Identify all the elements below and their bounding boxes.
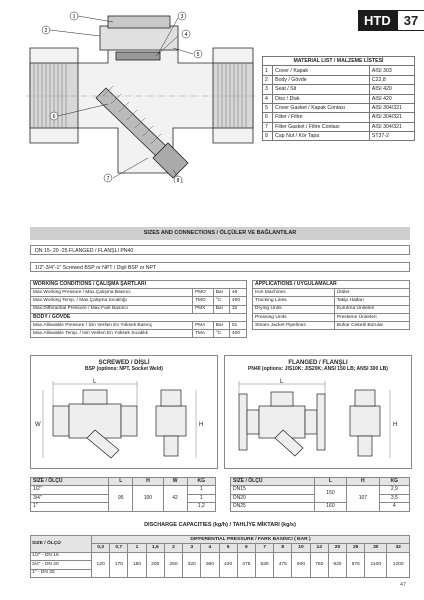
application-en: Iron Machines: [253, 289, 335, 297]
flanged-dimensions-table: [230, 477, 410, 512]
discharge-value: 360: [201, 552, 219, 577]
discharge-value: 750: [310, 552, 328, 577]
pressure-column-header: 30: [365, 544, 387, 552]
discharge-size: 3/4" - DN 20: [31, 561, 92, 569]
material-row: [263, 85, 415, 94]
material-grade: AISI 304/321: [369, 122, 414, 131]
pressure-column-header: 4: [201, 544, 219, 552]
working-conditions-header: WORKING CONDITIONS / ÇALIŞMA ŞARTLARI: [31, 281, 247, 289]
callout-7: 7: [106, 176, 110, 182]
pressure-column-header: 5: [219, 544, 237, 552]
flanged-drawing-panel: [224, 355, 412, 469]
application-tr: Takip Hatları: [334, 297, 409, 305]
flanged-title: FLANGED / FLANŞLI: [288, 360, 348, 366]
body-header: BODY / GÖVDE: [31, 313, 247, 321]
pressure-column-header: 8: [274, 544, 292, 552]
condition-label: Max.Differantial Pressure / Max.Fark Basıncı: [31, 305, 193, 313]
pressure-column-header: 0,7: [110, 544, 128, 552]
screwed-dim-h: H: [199, 422, 204, 428]
screwed-th-h: H: [133, 478, 163, 486]
application-tr: Kurutma Üniteleri: [334, 305, 409, 313]
sizes-section-title: SIZES AND CONNECTIONS / ÖLÇÜLER VE BAĞLANTILAR: [30, 227, 410, 240]
application-tr: Buhar Ceketli Borular: [334, 321, 409, 329]
screwed-size: 3/4": [31, 494, 109, 502]
flanged-kg: 2,9: [379, 486, 409, 494]
screwed-size: 1/2": [31, 486, 109, 494]
material-grade: C22,8: [369, 75, 414, 84]
material-row: [263, 132, 415, 141]
material-part-name: Seat / Sit: [273, 85, 370, 94]
screwed-w-value: 42: [163, 486, 187, 511]
condition-symbol: TMA: [192, 330, 213, 338]
material-grade: AISI 304/321: [369, 103, 414, 112]
flanged-subtitle: PN40 (options: JIS10K; JIS20K; ANSI 150 LB; ANSI 300 LB): [248, 366, 388, 372]
sizes-line-screwed: 1/2"-3/4"-1" Screwed BSP or NPT / Dişli BSP or NPT: [30, 262, 410, 272]
screwed-dim-w: W: [35, 422, 41, 428]
material-grade: AISI 420: [369, 85, 414, 94]
applications-header: APPLICATIONS / UYGULAMALAR: [253, 281, 410, 289]
discharge-value: 320: [183, 552, 201, 577]
pressure-column-header: 3: [183, 544, 201, 552]
flanged-th-l: L: [314, 478, 346, 486]
pressure-column-header: 6: [237, 544, 255, 552]
discharge-value: 600: [292, 552, 310, 577]
material-grade: AISI 303: [369, 66, 414, 75]
callout-4: 4: [184, 32, 188, 38]
material-row: [263, 66, 415, 75]
condition-symbol: PMX: [192, 305, 213, 313]
material-grade: AISI 420: [369, 94, 414, 103]
applications-table: [252, 280, 410, 330]
flanged-dimension-drawing: [225, 376, 411, 466]
discharge-value: 120: [92, 552, 110, 577]
callout-3: 3: [180, 14, 184, 20]
material-item-number: 3: [263, 85, 273, 94]
screwed-kg: 1,2: [187, 503, 215, 511]
flanged-kg: 3,5: [379, 494, 409, 502]
pressure-column-header: 0,3: [92, 544, 110, 552]
screwed-dimension-drawing: [31, 376, 217, 466]
screwed-size: 1": [31, 503, 109, 511]
pressure-column-header: 1,5: [146, 544, 164, 552]
screwed-subtitle: BSP (options: NPT, Socket Weld): [85, 366, 163, 372]
condition-unit: °C: [213, 297, 229, 305]
discharge-value: 180: [128, 552, 146, 577]
screwed-th-kg: KG: [187, 478, 215, 486]
screwed-h-value: 100: [133, 486, 163, 511]
application-row: [253, 289, 410, 297]
application-en: Pressing Units: [253, 313, 335, 321]
material-grade: ST37-2: [369, 132, 414, 141]
screwed-drawing-panel: [30, 355, 218, 469]
flanged-th-kg: KG: [379, 478, 409, 486]
condition-symbol: PMO: [192, 289, 213, 297]
application-tr: Presleme Üniteleri: [334, 313, 409, 321]
material-part-name: Cap Nut / Kör Tapa: [273, 132, 370, 141]
condition-value: 51: [230, 321, 247, 329]
flanged-kg: 4: [379, 503, 409, 511]
working-conditions-table: [30, 280, 247, 338]
flanged-size: DN20: [231, 494, 315, 502]
condition-symbol: PMA: [192, 321, 213, 329]
application-row: [253, 305, 410, 313]
callout-5: 5: [196, 52, 200, 58]
condition-unit: °C: [213, 330, 229, 338]
discharge-size: 1/2" - DN 15: [31, 552, 92, 560]
condition-label: Max.Allowable Pressure / İzin Verilen En Yüksek Basınç: [31, 321, 193, 329]
screwed-th-l: L: [109, 478, 133, 486]
callout-8: 8: [176, 178, 180, 183]
condition-label: Max.Allowable Temp. / İzin Verilen En Yüksek Sıcaklık: [31, 330, 193, 338]
flanged-l-value-dn25: 160: [314, 503, 346, 511]
material-item-number: 5: [263, 103, 273, 112]
callout-6: 6: [52, 114, 56, 120]
material-row: [263, 94, 415, 103]
flanged-dim-h: H: [393, 422, 398, 428]
material-part-name: Filter Gasket / Filtre Contası: [273, 122, 370, 131]
material-item-number: 1: [263, 66, 273, 75]
material-list-table: [262, 56, 415, 141]
discharge-size-header: SIZE / ÖLÇÜ: [31, 536, 92, 553]
discharge-title: DISCHARGE CAPACITIES (kg/h) / TAHLİYE MİKTARI (kg/s): [144, 522, 296, 528]
screwed-kg: 1: [187, 486, 215, 494]
screwed-th-w: W: [163, 478, 187, 486]
application-row: [253, 297, 410, 305]
pressure-column-header: 7: [255, 544, 273, 552]
pressure-column-header: 10: [292, 544, 310, 552]
screwed-dim-l: L: [93, 379, 97, 385]
material-part-name: Filter / Filtre: [273, 113, 370, 122]
condition-row: [31, 289, 247, 297]
product-code: HTD: [358, 10, 397, 31]
material-item-number: 6: [263, 113, 273, 122]
pressure-column-header: 20: [328, 544, 346, 552]
discharge-value: 170: [110, 552, 128, 577]
pressure-column-header: 25: [347, 544, 365, 552]
material-part-name: Cover / Kapak: [273, 66, 370, 75]
application-tr: Ütüler: [334, 289, 409, 297]
page-number: 47: [400, 582, 407, 588]
condition-unit: Bar: [213, 305, 229, 313]
screwed-kg: 1: [187, 494, 215, 502]
discharge-value: 975: [347, 552, 365, 577]
condition-value: 32: [230, 305, 247, 313]
material-row: [263, 75, 415, 84]
screwed-dimensions-table: [30, 477, 216, 512]
discharge-value: 200: [146, 552, 164, 577]
discharge-value: 475: [274, 552, 292, 577]
discharge-value: 250: [164, 552, 182, 577]
callout-2: 2: [44, 28, 48, 34]
application-en: Tracking Lines: [253, 297, 335, 305]
flanged-th-size: SIZE / ÖLÇÜ: [231, 478, 315, 486]
discharge-value: 1200: [387, 552, 410, 577]
discharge-capacities-table: [30, 535, 410, 578]
material-row: [263, 113, 415, 122]
condition-label: Max.Working Temp. / Max.Çalışma Sıcaklığı: [31, 297, 193, 305]
material-row: [263, 122, 415, 131]
material-grade: AISI 304/321: [369, 113, 414, 122]
material-part-name: Disc / Disk: [273, 94, 370, 103]
condition-value: 400: [230, 330, 247, 338]
discharge-value: 1100: [365, 552, 387, 577]
flanged-size: DN15: [231, 486, 315, 494]
pressure-column-header: 32: [387, 544, 410, 552]
cross-section-drawing: [8, 8, 258, 183]
pressure-column-header: 14: [310, 544, 328, 552]
condition-row: [31, 321, 247, 329]
condition-row: [31, 297, 247, 305]
application-en: Drying Units: [253, 305, 335, 313]
condition-label: Max.Working Pressure / Max.Çalışma Basıncı: [31, 289, 193, 297]
flanged-size: DN25: [231, 503, 315, 511]
material-item-number: 8: [263, 132, 273, 141]
screwed-l-value: 95: [109, 486, 133, 511]
pressure-column-header: 2: [164, 544, 182, 552]
flanged-th-h: H: [347, 478, 379, 486]
application-row: [253, 321, 410, 329]
discharge-value: 920: [328, 552, 346, 577]
condition-value: 46: [230, 289, 247, 297]
material-part-name: Cover Gasket / Kapak Contası: [273, 103, 370, 112]
discharge-value: 475: [237, 552, 255, 577]
screwed-th-size: SIZE / ÖLÇÜ: [31, 478, 109, 486]
material-list-title: MATERIAL LIST / MALZEME LİSTESİ: [263, 57, 415, 66]
application-row: [253, 313, 410, 321]
sizes-line-flanged: DN 15- 20 -25 FLANGED / FLANŞLI PN40: [30, 245, 410, 255]
condition-row: [31, 330, 247, 338]
discharge-value: 530: [255, 552, 273, 577]
condition-symbol: TMO: [192, 297, 213, 305]
condition-row: [31, 305, 247, 313]
discharge-value: 420: [219, 552, 237, 577]
material-part-name: Body / Gövde: [273, 75, 370, 84]
callout-1: 1: [72, 14, 76, 20]
condition-value: 400: [230, 297, 247, 305]
condition-unit: Bar: [213, 321, 229, 329]
discharge-dp-header: DIFFERENTIAL PRESSURE / FARK BASINCI ( BAR ): [92, 536, 410, 544]
product-number: 37: [397, 10, 424, 31]
pressure-column-header: 1: [128, 544, 146, 552]
material-item-number: 7: [263, 122, 273, 131]
application-en: Steam Jacket Pipelines: [253, 321, 335, 329]
flanged-dim-l: L: [280, 379, 284, 385]
material-item-number: 2: [263, 75, 273, 84]
flanged-h-value: 107: [347, 486, 379, 511]
flanged-l-value: 150: [314, 486, 346, 503]
material-item-number: 4: [263, 94, 273, 103]
discharge-size: 1" - DN 25: [31, 569, 92, 577]
condition-unit: Bar: [213, 289, 229, 297]
material-row: [263, 103, 415, 112]
screwed-title: SCREWED / DİŞLİ: [98, 360, 150, 366]
product-tag: [358, 10, 424, 31]
